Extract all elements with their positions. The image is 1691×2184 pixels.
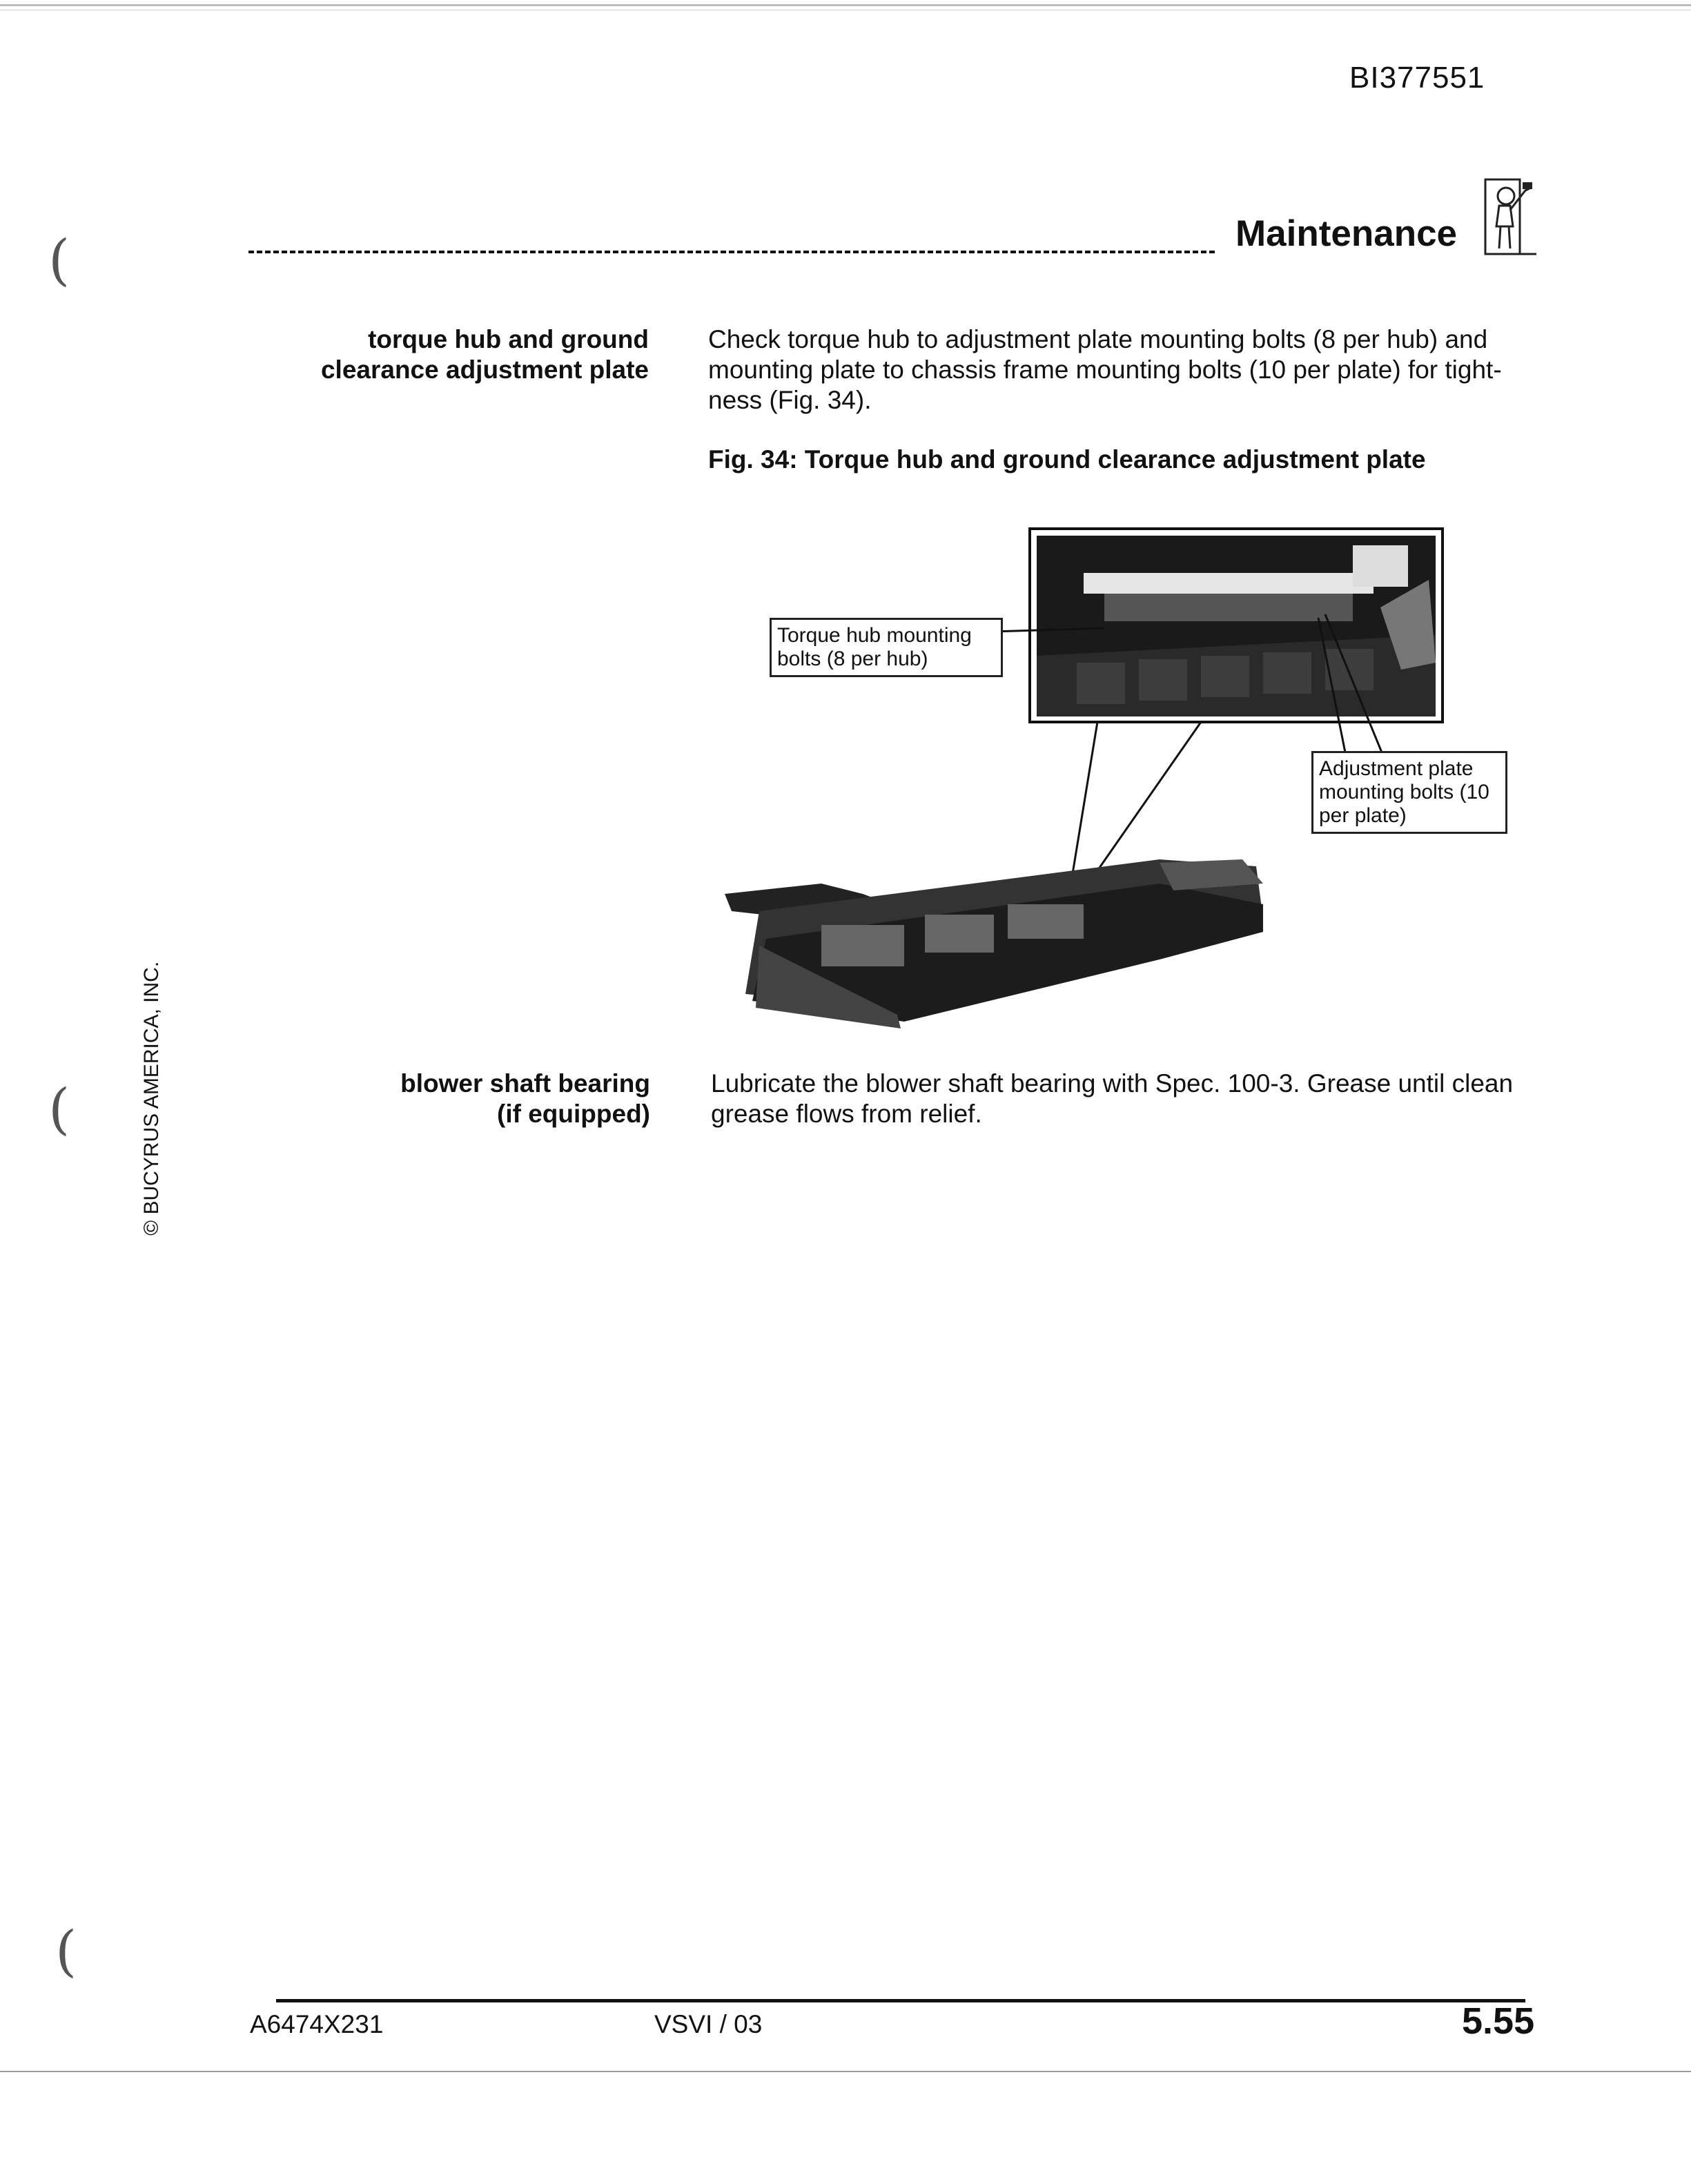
- bottom-edge-line: [0, 2071, 1691, 2072]
- callout-line: bolts (8 per hub): [777, 647, 928, 670]
- document-id: BI377551: [1349, 61, 1485, 95]
- callout-torque-hub-bolts: [770, 618, 1003, 677]
- margin-mark: (: [55, 1919, 77, 1983]
- footer-doc-number: A6474X231: [250, 2010, 384, 2038]
- label-line: blower shaft bearing: [400, 1069, 650, 1098]
- margin-mark: (: [48, 1077, 70, 1141]
- section-title: Maintenance: [1235, 213, 1458, 254]
- label-line: torque hub and ground: [368, 325, 649, 353]
- callout-line: mounting bolts (10: [1319, 781, 1489, 803]
- callout-line: Torque hub mounting: [777, 624, 972, 647]
- mechanic-icon: [1483, 177, 1538, 260]
- page-number: 5.55: [1462, 2000, 1535, 2042]
- callout-line: per plate): [1319, 804, 1407, 827]
- section-rule: [248, 251, 1215, 253]
- figure-caption: Fig. 34: Torque hub and ground clearance adjustment plate: [708, 445, 1426, 474]
- footer-rule: [276, 1999, 1525, 2002]
- footer-version: VSVI / 03: [654, 2010, 763, 2038]
- section-label-blower-shaft: [236, 1069, 650, 1129]
- copyright-notice: © BUCYRUS AMERICA, INC.: [140, 961, 163, 1236]
- label-line: (if equipped): [497, 1100, 650, 1128]
- callout-adjustment-plate-bolts: [1311, 751, 1507, 834]
- section-body-torque-hub: Check torque hub to adjustment plate mounting bolts (8 per hub) and mounting plate to chassis frame mounting bolts (10 per plate) for tight-ness (Fig. 34).: [708, 325, 1502, 414]
- section-label-torque-hub: [235, 324, 649, 385]
- section-body-blower-shaft: Lubricate the blower shaft bearing with Spec. 100-3. Grease until clean grease flows from relief.: [711, 1069, 1514, 1128]
- margin-mark: (: [48, 228, 70, 292]
- callout-line: Adjustment plate: [1319, 757, 1474, 780]
- top-edge-line: [0, 4, 1691, 6]
- label-line: clearance adjustment plate: [320, 355, 649, 384]
